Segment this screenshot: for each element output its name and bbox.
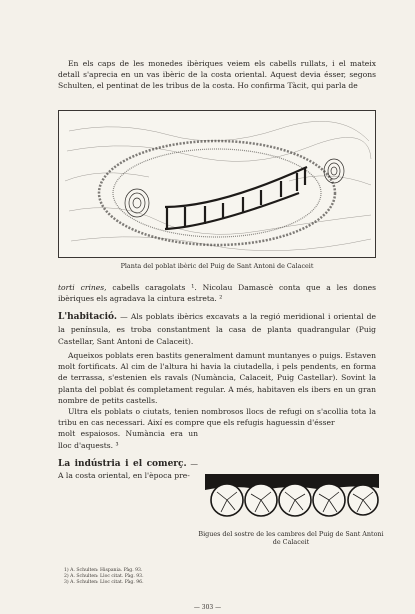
industria-title: La indústria i el comerç.	[58, 458, 187, 469]
footnote-3: 3) A. Schulten: Lloc citat. Pàg. 96.	[64, 580, 144, 586]
village-plan-figure	[58, 110, 376, 258]
refugi-continuation: molt espaiosos. Numància era un lloc d'aquests. ³	[58, 429, 198, 450]
section-habitacio	[58, 311, 376, 348]
latin-quote: torti crines	[58, 283, 105, 292]
habitacio-text: — Als poblats ibèrics excavats a la regió meridional i oriental de la península, es troba constantment la casa de planta quadrangular (Puig Castellar, Sant Antoni de Calaceit).	[58, 312, 376, 346]
left-column	[58, 428, 198, 482]
industria-text: — A la costa oriental, en l'època pre-	[58, 458, 199, 481]
footnotes	[64, 568, 214, 586]
body-text	[58, 282, 376, 482]
beams-figure	[203, 470, 381, 522]
plan-caption: Planta del poblat ibèric del Puig de Sant Antoni de Calaceit	[120, 262, 314, 270]
continuation-paragraph	[58, 282, 376, 304]
village-plan-drawing	[59, 111, 375, 257]
page-number: — 303 —	[193, 604, 222, 611]
poblats-paragraph: Aqueixos poblats eren bastits generalment damunt muntanyes o puigs. Estaven molt fortificats. Al cim de l'altura hi havia la ciutadella, i pels pendents, en forma de terrassa, s'estenien els ravals (Numància, Calaceit, Puig Castellar). Sovint la planta del poblat és completament regular. A més, habitaven els ibers en un gran nombre de petits castells.	[58, 351, 376, 405]
habitacio-title: L'habitació.	[58, 312, 118, 323]
continuation-rest: , cabells caragolats ¹. Nicolau Damascè conta que a les dones ibèriques els agradava la cintura estreta. ²	[58, 283, 376, 304]
refugi-paragraph: Ultra els poblats o ciutats, tenien nombrosos llocs de refugi on s'acollia tota la tribu en cas necessari. Així es compre que els refugis haguessin d'ésser	[58, 407, 376, 428]
footnote-1: 1) A. Schulten: Hispania. Pàg. 93.	[64, 568, 143, 573]
footnote-2: 2) A. Schulten: Lloc citat. Pàg. 93.	[64, 574, 144, 580]
top-paragraph-block	[58, 58, 376, 92]
beams-caption: Bigues del sostre de les cambres del Puig de Sant Antoni de Calaceit	[198, 530, 384, 547]
section-industria	[58, 458, 198, 482]
top-paragraph: En els caps de les monedes ibèriques veiem els cabells rullats, i el mateix detall s'aprecia en un vas ibèric de la costa oriental. Aquest devia ésser, segons Schulten, el pentinat de les tribus de la costa. Ho confirma Tàcit, qui parla de	[58, 59, 376, 91]
beams-drawing	[203, 470, 381, 522]
